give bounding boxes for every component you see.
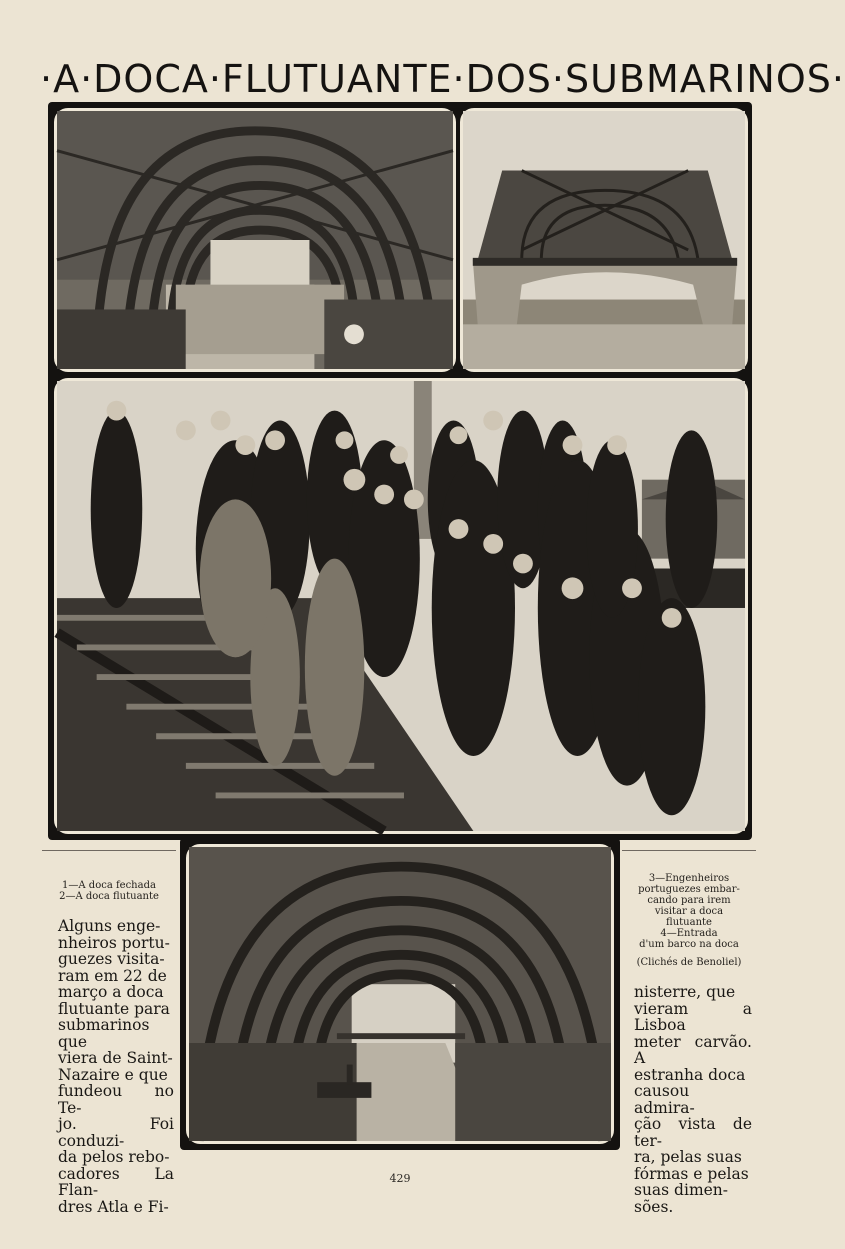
- caption-line: d'um barco na doca: [639, 939, 739, 950]
- left-caption-ornament: [42, 850, 176, 865]
- text-line: cadores La Flan-: [58, 1164, 174, 1199]
- caption-line: 2—A doca flutuante: [59, 891, 159, 902]
- caption-line: cando para irem: [647, 895, 731, 906]
- text-line: nisterre, que: [634, 983, 736, 1001]
- text-line: ção vista de ter-: [634, 1115, 752, 1150]
- text-line: viera de Saint-: [58, 1049, 173, 1067]
- caption-line: visitar a doca: [654, 906, 724, 917]
- article-text-left: [58, 918, 174, 1215]
- caption-line: portuguezes embar-: [638, 884, 740, 895]
- caption-line: flutuante: [666, 917, 712, 928]
- right-caption-ornament: [622, 850, 756, 865]
- text-line: Nazaire e que: [58, 1065, 168, 1084]
- caption-line: 1—A doca fechada: [62, 880, 156, 891]
- text-line: estranha doca: [634, 1065, 746, 1084]
- page-number: 429: [389, 1172, 411, 1185]
- text-line: Alguns enge-: [58, 917, 161, 935]
- text-line: submarinos que: [58, 1016, 150, 1051]
- text-line: guezes visita-: [58, 950, 165, 968]
- photo-engineers-boarding: [54, 378, 748, 834]
- article-text-right: [634, 984, 752, 1215]
- caption-right: [622, 873, 756, 968]
- photo-dock-closed: [54, 108, 456, 372]
- text-line: meter carvão. A: [634, 1032, 752, 1067]
- text-line: flutuante para: [58, 999, 170, 1018]
- text-line: nheiros portu-: [58, 933, 170, 952]
- text-line: março a doca: [58, 983, 164, 1001]
- text-line: fundeou no Te-: [58, 1082, 174, 1117]
- text-line: causou admira-: [634, 1082, 695, 1117]
- caption-left: [40, 880, 178, 902]
- caption-line: 3—Engenheiros: [648, 873, 730, 884]
- text-line: jo. Foi conduzi-: [58, 1115, 174, 1150]
- text-line: da pelos rebo-: [58, 1148, 170, 1166]
- photo-floating-dock: [460, 108, 748, 372]
- caption-line: 4—Entrada: [660, 928, 718, 939]
- page-title: ·A·DOCA·FLUTUANTE·DOS·SUBMARINOS·: [40, 57, 845, 101]
- text-line: fórmas e pelas: [634, 1164, 749, 1183]
- text-line: dres Atla e Fi-: [58, 1197, 169, 1216]
- text-line: suas dimen-: [634, 1181, 729, 1199]
- text-line: vieram a Lisboa: [634, 999, 752, 1034]
- photo-credit: (Clichés de Benoliel): [636, 957, 742, 968]
- text-line: sões.: [634, 1197, 674, 1216]
- text-line: ra, pelas suas: [634, 1148, 742, 1166]
- text-line: ram em 22 de: [58, 966, 167, 985]
- photo-boat-entering: [186, 844, 614, 1144]
